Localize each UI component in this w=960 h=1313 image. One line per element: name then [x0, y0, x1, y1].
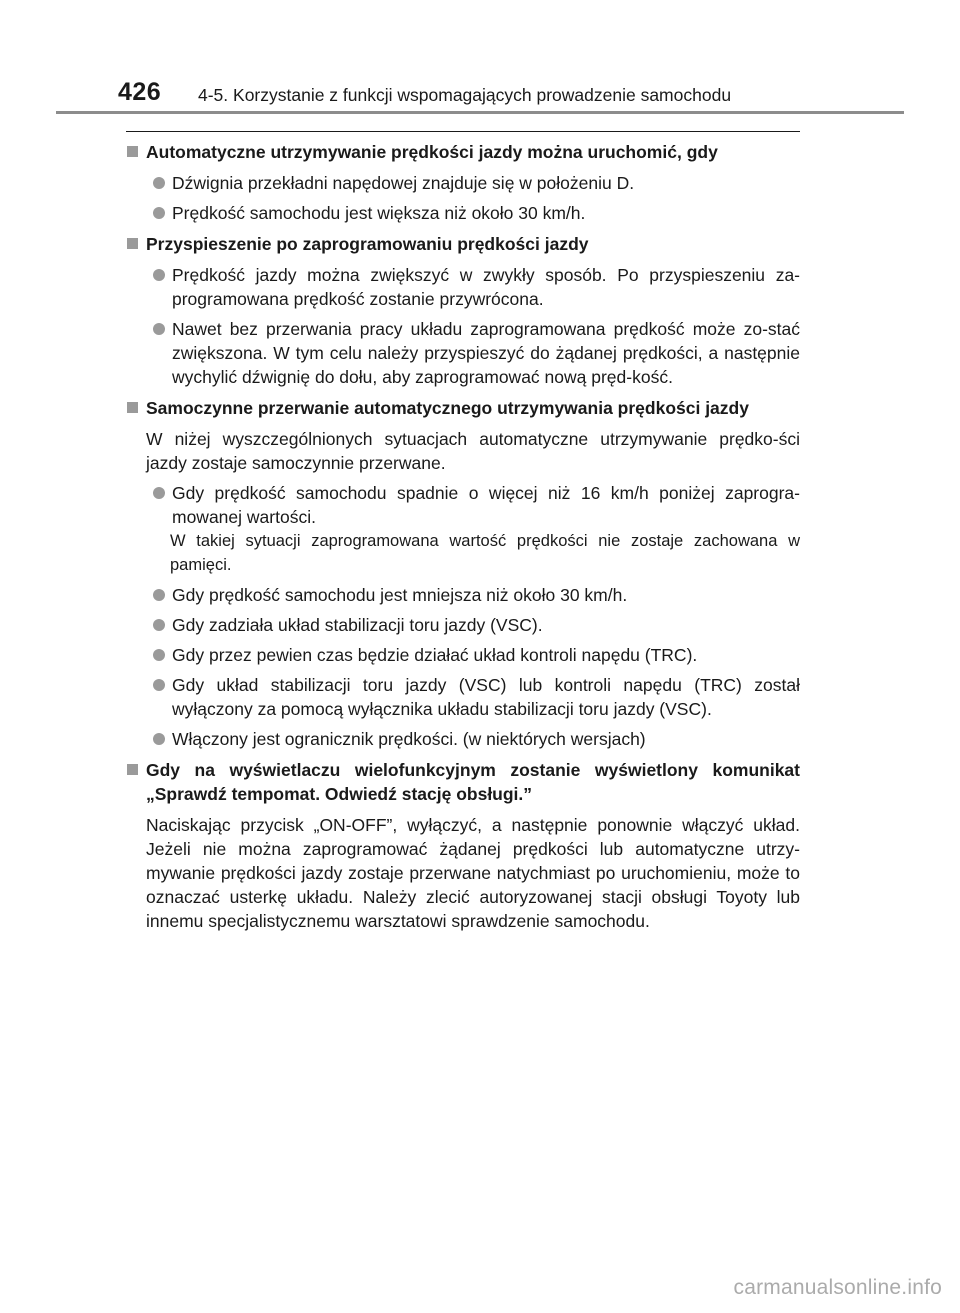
list-item-text: Prędkość samochodu jest większa niż około 30 km/h.: [172, 203, 586, 223]
section-intro: W niżej wyszczególnionych sytuacjach automatyczne utrzymywanie prędko-ści jazdy zostaje samoczynnie przerwane.: [146, 429, 800, 473]
list-item-text: Dźwignia przekładni napędowej znajduje się w położeniu D.: [172, 173, 635, 193]
section-body: Naciskając przycisk „ON-OFF”, wyłączyć, a następnie ponownie włączyć układ. Jeżeli nie można zaprogramować żądanej prędkości lub automatyczne utrzy-mywanie prędkości jazdy zostaje przerwane natychmiast po uruchomieniu, może to oznaczać usterkę układu. Należy zlecić autoryzowanej stacji obsługi Toyoty lub innemu specjalistycznemu warsztatowi sprawdzenie samochodu.: [146, 815, 800, 931]
list-item: [126, 171, 800, 195]
square-bullet-icon: [127, 238, 138, 249]
list-item: [126, 673, 800, 721]
section-heading: [126, 140, 800, 164]
square-bullet-icon: [127, 146, 138, 157]
list-item: [126, 317, 800, 389]
watermark: carmanualsonline.info: [733, 1276, 942, 1299]
section-heading-text: Przyspieszenie po zaprogramowaniu prędkości jazdy: [146, 234, 589, 254]
circle-bullet-icon: [153, 177, 165, 189]
list-item-text: Prędkość jazdy można zwiększyć w zwykły sposób. Po przyspieszeniu za-programowana prędkość zostanie przywrócona.: [172, 265, 800, 309]
list-item: [126, 263, 800, 311]
list-item: [126, 727, 800, 751]
circle-bullet-icon: [153, 649, 165, 661]
list-item: [126, 201, 800, 225]
section-heading: [126, 758, 800, 806]
list-item-text: Gdy zadziała układ stabilizacji toru jazdy (VSC).: [172, 615, 543, 635]
square-bullet-icon: [127, 764, 138, 775]
circle-bullet-icon: [153, 269, 165, 281]
list-item: [126, 613, 800, 637]
list-item-note: W takiej sytuacji zaprogramowana wartość prędkości nie zostaje zachowana w pamięci.: [170, 532, 800, 574]
circle-bullet-icon: [153, 589, 165, 601]
square-bullet-icon: [127, 402, 138, 413]
list-item-text: Gdy układ stabilizacji toru jazdy (VSC) lub kontroli napędu (TRC) został wyłączony za pomocą wyłącznika układu stabilizacji toru jazdy (VSC).: [172, 675, 800, 719]
circle-bullet-icon: [153, 733, 165, 745]
content-divider: [126, 131, 800, 132]
list-item-text: Gdy prędkość samochodu spadnie o więcej niż 16 km/h poniżej zaprogra-mowanej wartości.: [172, 483, 800, 527]
section-heading: [126, 232, 800, 256]
list-item: [126, 583, 800, 607]
circle-bullet-icon: [153, 619, 165, 631]
list-item-text: Nawet bez przerwania pracy układu zaprogramowana prędkość może zo-stać zwiększona. W tym celu należy przyspieszyć do żądanej prędkości, a następnie wychylić dźwignię do dołu, aby zaprogramować nową pręd-kość.: [172, 319, 800, 387]
section-heading-text: Automatyczne utrzymywanie prędkości jazdy można uruchomić, gdy: [146, 142, 718, 162]
list-item-text: Włączony jest ogranicznik prędkości. (w niektórych wersjach): [172, 729, 646, 749]
section-heading-text: Gdy na wyświetlaczu wielofunkcyjnym zostanie wyświetlony komunikat „Sprawdź tempomat. Odwiedź stację obsługi.”: [146, 760, 800, 804]
list-item-text: Gdy prędkość samochodu jest mniejsza niż około 30 km/h.: [172, 585, 628, 605]
chapter-title: 4-5. Korzystanie z funkcji wspomagających prowadzenie samochodu: [198, 85, 732, 105]
list-item-text: Gdy przez pewien czas będzie działać układ kontroli napędu (TRC).: [172, 645, 698, 665]
section-heading: [126, 396, 800, 420]
list-item: [126, 643, 800, 667]
header-divider: [56, 111, 904, 114]
section-heading-text: Samoczynne przerwanie automatycznego utrzymywania prędkości jazdy: [146, 398, 749, 418]
circle-bullet-icon: [153, 207, 165, 219]
page-number: 426: [118, 78, 162, 106]
page-header: [0, 0, 960, 118]
circle-bullet-icon: [153, 487, 165, 499]
circle-bullet-icon: [153, 323, 165, 335]
page-content: [126, 140, 800, 939]
list-item: [126, 481, 800, 577]
circle-bullet-icon: [153, 679, 165, 691]
